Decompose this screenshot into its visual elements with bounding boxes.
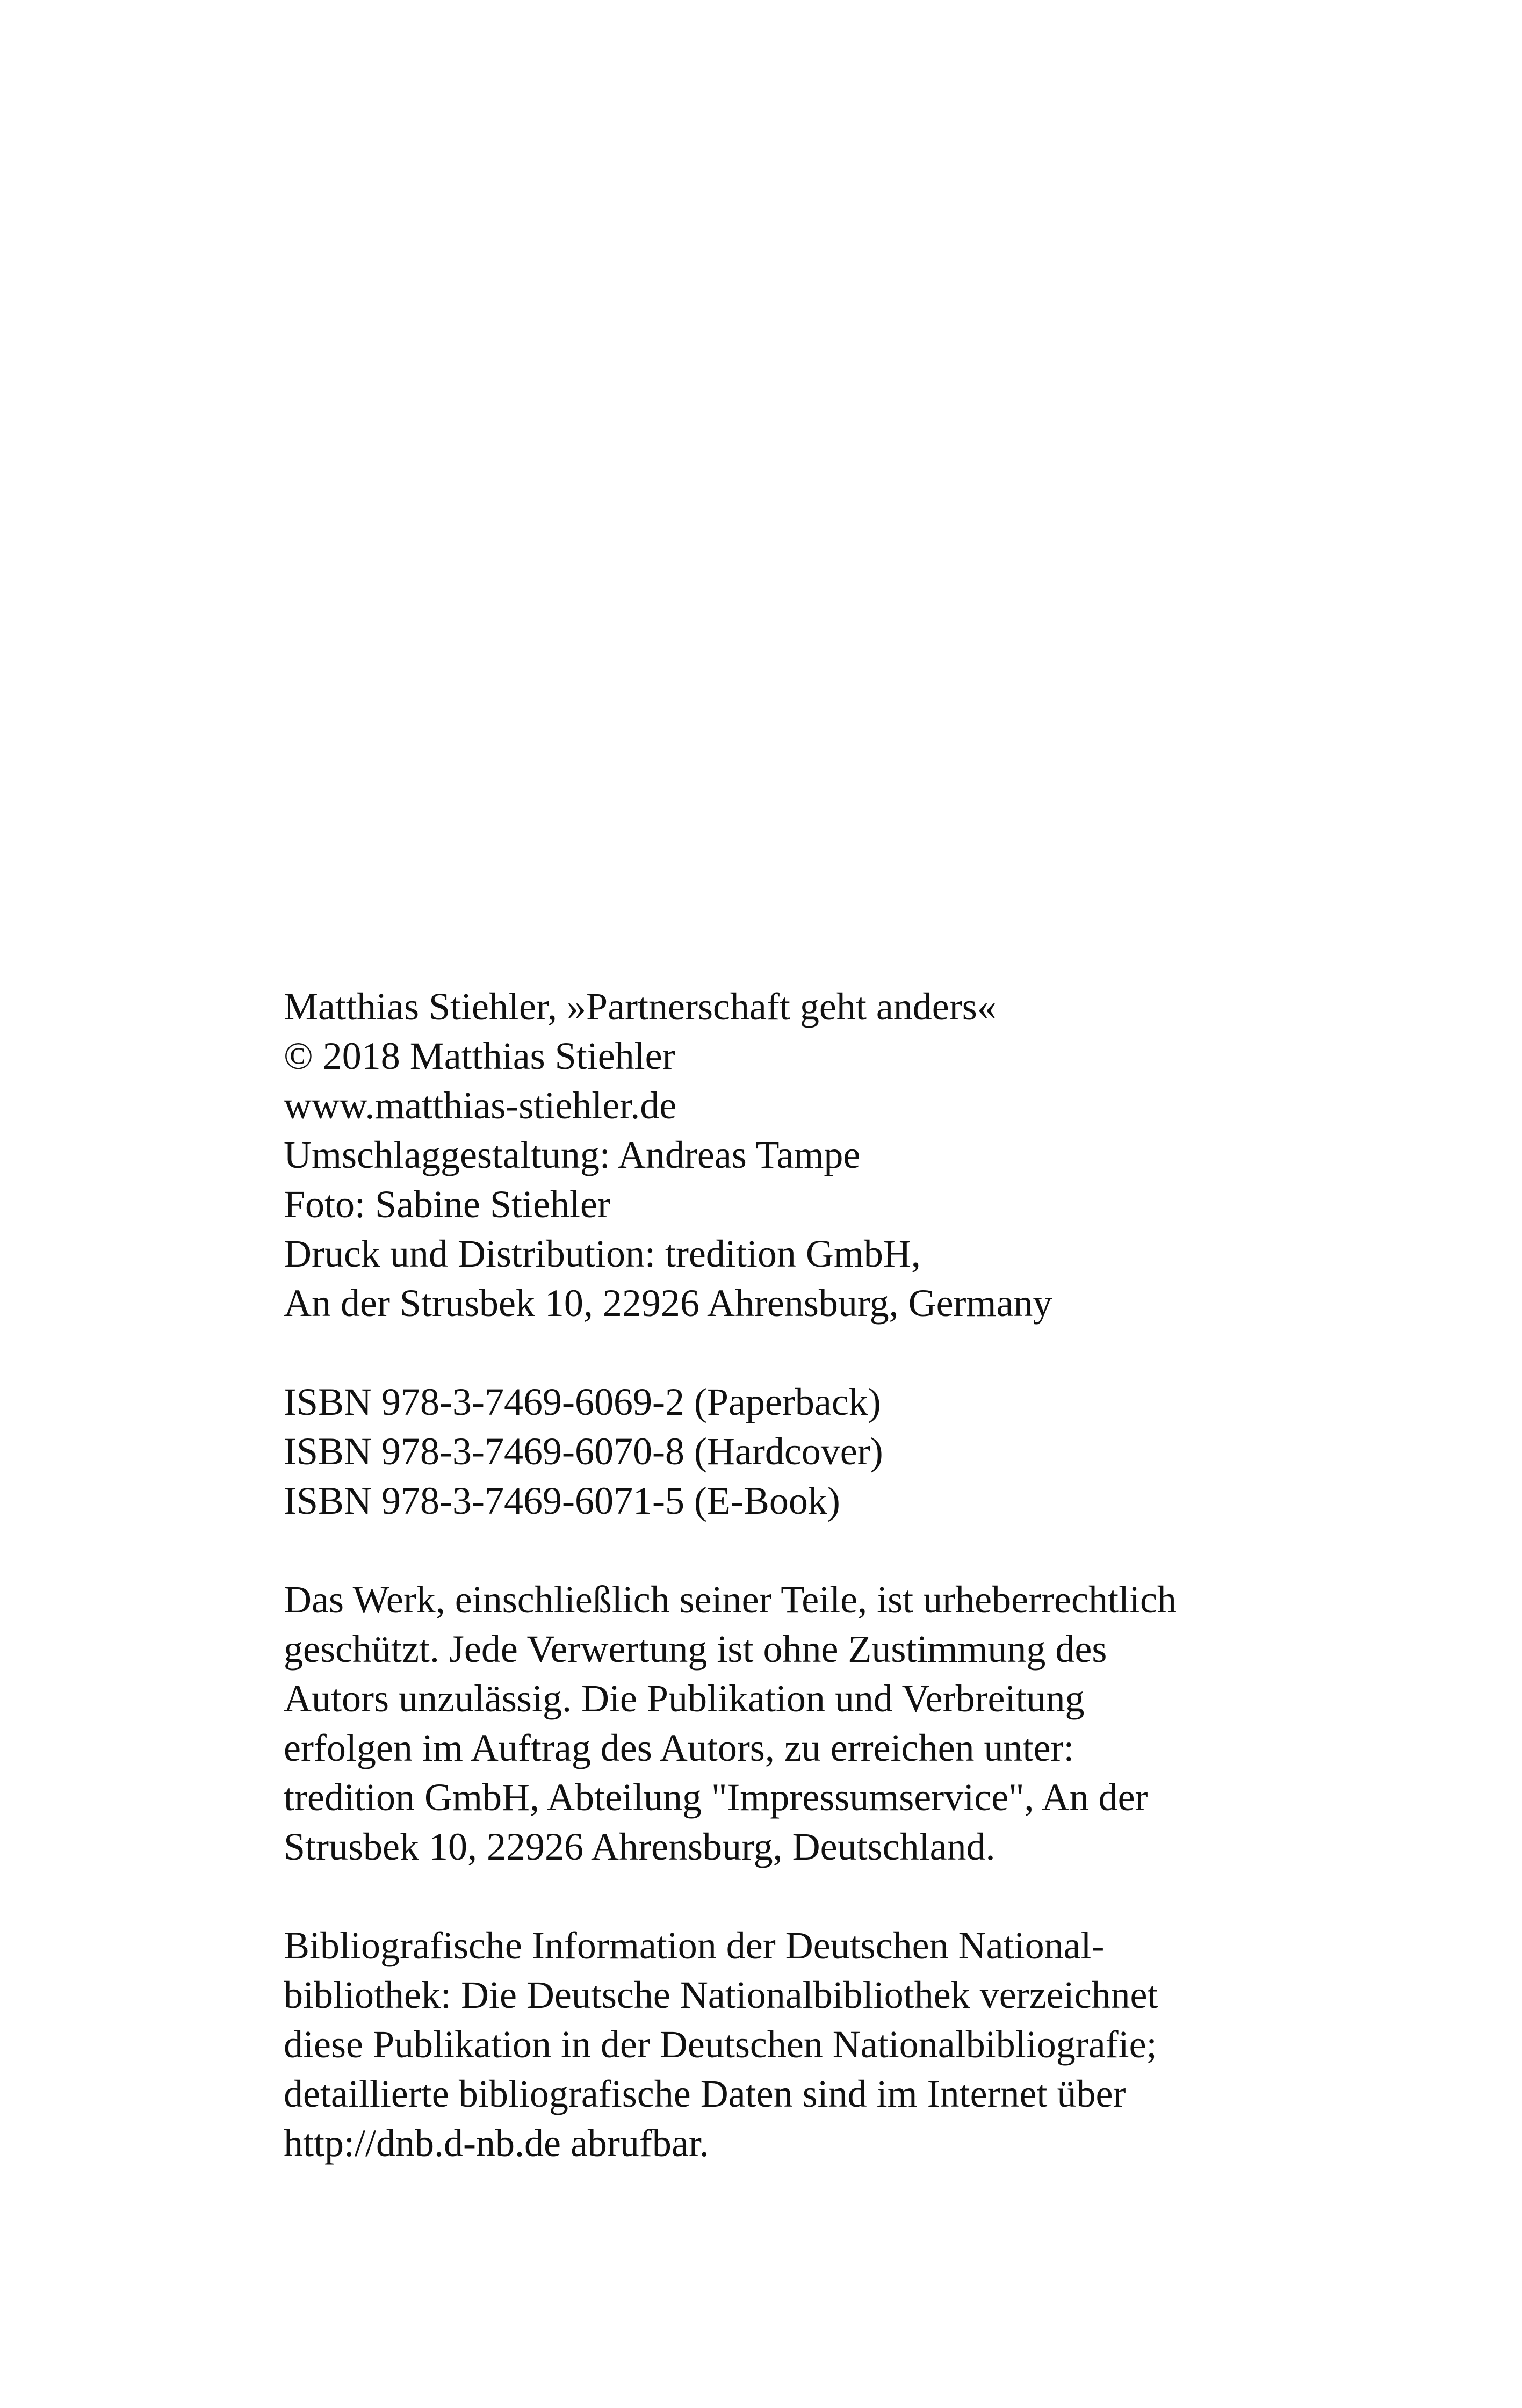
- notice-line: Autors unzulässig. Die Publikation und Verbreitung: [284, 1677, 1085, 1720]
- dnb-url-line: http://dnb.d-nb.de abrufbar.: [284, 2122, 709, 2165]
- section-gap: [284, 1871, 1304, 1921]
- notice-line: erfolgen im Auftrag des Autors, zu erreichen unter:: [284, 1726, 1074, 1769]
- copyright-notice-section: [284, 1575, 1304, 1871]
- photo-credit-line: Foto: Sabine Stiehler: [284, 1183, 610, 1226]
- copyright-line: © 2018 Matthias Stiehler: [284, 1035, 675, 1078]
- website-line: www.matthias-stiehler.de: [284, 1084, 677, 1127]
- imprint-block: [284, 982, 1304, 2168]
- printer-address-line: An der Strusbek 10, 22926 Ahrensburg, Germany: [284, 1282, 1052, 1325]
- cover-design-line: Umschlaggestaltung: Andreas Tampe: [284, 1133, 861, 1176]
- notice-line: geschützt. Jede Verwertung ist ohne Zustimmung des: [284, 1628, 1107, 1671]
- section-gap: [284, 1525, 1304, 1575]
- book-title-line: Matthias Stiehler, »Partnerschaft geht anders«: [284, 985, 997, 1028]
- bibliographic-line: detaillierte bibliografische Daten sind im Internet über: [284, 2072, 1126, 2115]
- printer-line: Druck und Distribution: tredition GmbH,: [284, 1232, 921, 1275]
- notice-line: tredition GmbH, Abteilung "Impressumservice", An der: [284, 1776, 1148, 1819]
- bibliographic-line: bibliothek: Die Deutsche Nationalbibliothek verzeichnet: [284, 1973, 1158, 2016]
- credits-section: [284, 982, 1304, 1328]
- bibliographic-line: Bibliografische Information der Deutschen National-: [284, 1924, 1105, 1967]
- bibliographic-info-section: [284, 1921, 1304, 2168]
- notice-line: Das Werk, einschließlich seiner Teile, ist urheberrechtlich: [284, 1578, 1177, 1621]
- isbn-section: [284, 1377, 1304, 1525]
- section-gap: [284, 1328, 1304, 1377]
- bibliographic-line: diese Publikation in der Deutschen Nationalbibliografie;: [284, 2023, 1157, 2066]
- isbn-ebook: ISBN 978-3-7469-6071-5 (E-Book): [284, 1479, 840, 1522]
- isbn-hardcover: ISBN 978-3-7469-6070-8 (Hardcover): [284, 1430, 883, 1473]
- notice-line: Strusbek 10, 22926 Ahrensburg, Deutschland.: [284, 1825, 996, 1868]
- isbn-paperback: ISBN 978-3-7469-6069-2 (Paperback): [284, 1380, 881, 1423]
